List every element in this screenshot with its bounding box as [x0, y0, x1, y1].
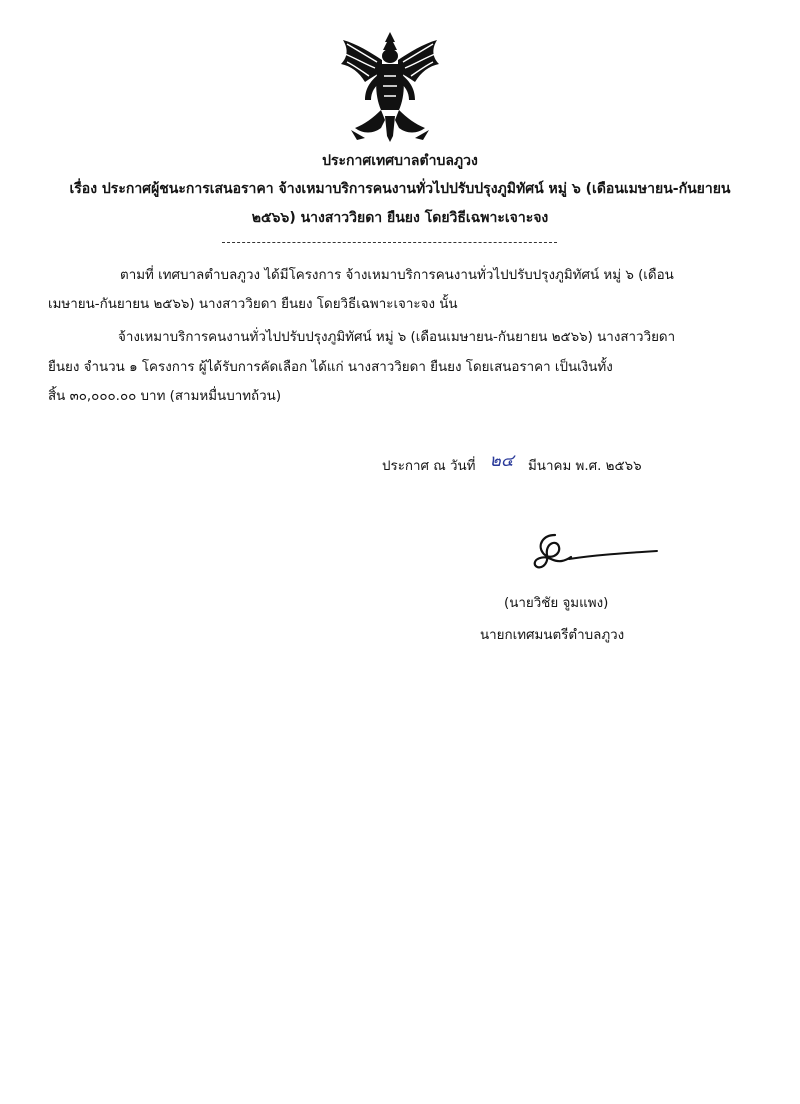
announcement-month-year: มีนาคม พ.ศ. ๒๕๖๖: [527, 459, 642, 474]
announcement-day-handwritten: ๒๔: [489, 451, 514, 471]
document-subject-line-1: เรื่อง ประกาศผู้ชนะการเสนอราคา จ้างเหมาบริการคนงานทั่วไปปรับปรุงภูมิทัศน์ หมู่ ๖ (เดือนเมษายน-กันยายน: [69, 181, 731, 197]
signature-mark: [525, 525, 665, 585]
announcement-date-prefix: ประกาศ ณ วันที่: [382, 459, 476, 474]
paragraph-2-line-1: จ้างเหมาบริการคนงานทั่วไปปรับปรุงภูมิทัศน์ หมู่ ๖ (เดือนเมษายน-กันยายน ๒๕๖๖) นางสาววิยดา: [118, 330, 676, 345]
garuda-emblem-icon: [335, 30, 445, 145]
announcement-date: [382, 451, 642, 478]
heading-divider: [222, 242, 557, 243]
paragraph-1-line-1: ตามที่ เทศบาลตำบลภูวง ได้มีโครงการ จ้างเหมาบริการคนงานทั่วไปปรับปรุงภูมิทัศน์ หมู่ ๖ (เดือน: [120, 268, 674, 283]
paragraph-2-line-3: สิ้น ๓๐,๐๐๐.๐๐ บาท (สามหมื่นบาทถ้วน): [48, 389, 282, 404]
document-org-title: ประกาศเทศบาลตำบลภูวง: [322, 153, 478, 169]
paragraph-1-line-2: เมษายน-กันยายน ๒๕๖๖) นางสาววิยดา ยืนยง โดยวิธีเฉพาะเจาะจง นั้น: [48, 297, 458, 312]
signatory-position: นายกเทศมนตรีตำบลภูวง: [480, 628, 625, 643]
paragraph-2-line-2: ยืนยง จำนวน ๑ โครงการ ผู้ได้รับการคัดเลือก ได้แก่ นางสาววิยดา ยืนยง โดยเสนอราคา เป็นเงินทั้ง: [48, 360, 613, 375]
document-subject-line-2: ๒๕๖๖) นางสาววิยดา ยืนยง โดยวิธีเฉพาะเจาะจง: [251, 210, 549, 226]
signatory-name: (นายวิชัย จูมแพง): [504, 596, 609, 611]
